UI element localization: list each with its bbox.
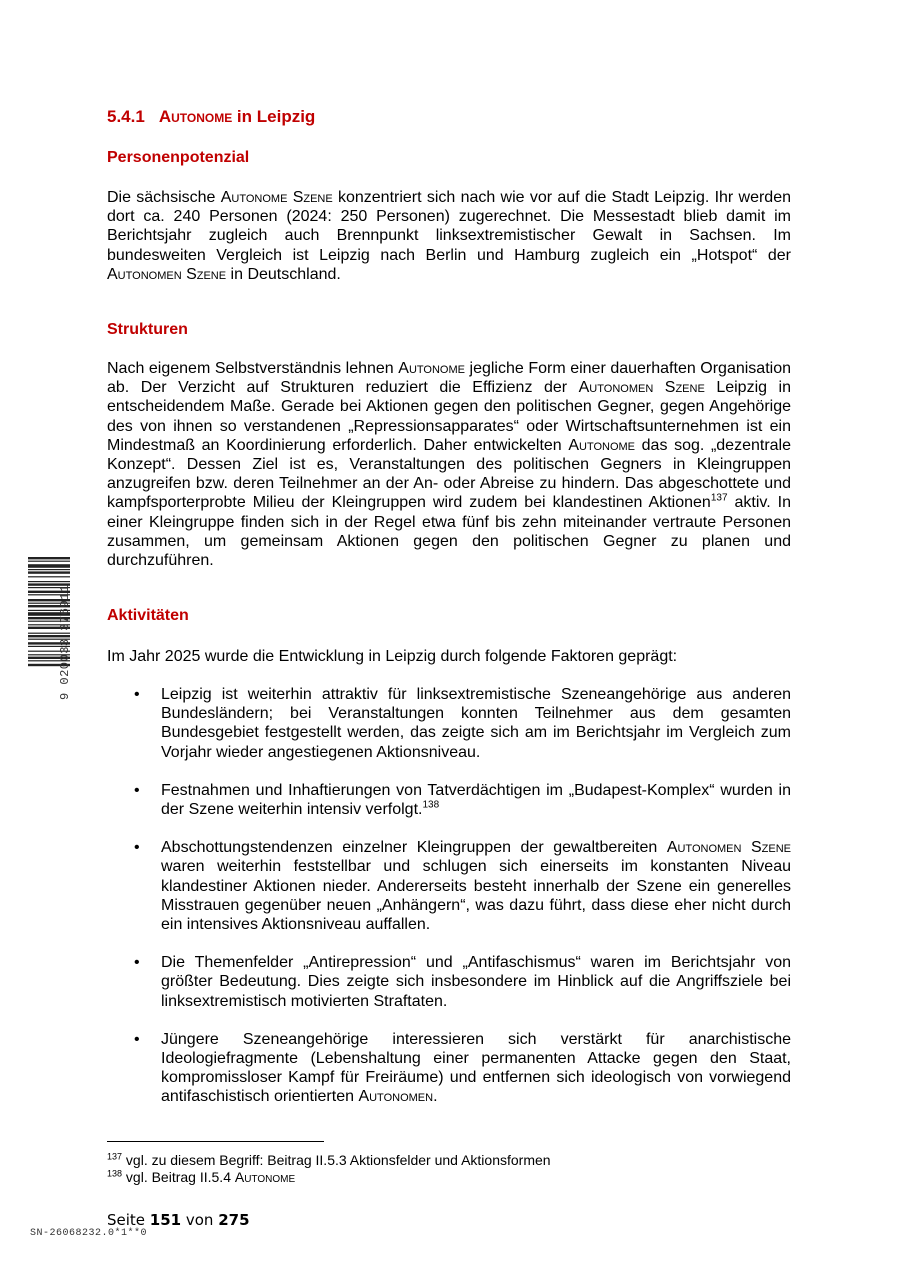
section-heading xyxy=(107,107,315,127)
footnote-137: $^{137}$ vgl. zu diesem Begriff: Beitrag II.5.3 Aktionsfelder und Aktionsformen xyxy=(107,1151,551,1168)
bullet: • xyxy=(134,781,140,799)
list-item: • Die Themenfelder „Antirepression“ und „Antifaschismus“ waren im Berichtsjahr von größter Bedeutung. Dies zeigte sich insbesondere im Hinblick auf die Angriffsziele bei linksextremistisch motivierten Straftaten. xyxy=(134,954,791,1010)
barcode-bar xyxy=(28,561,70,562)
list-item: • Jüngere Szeneangehörige interessieren sich verstärkt für anarchistische Ideologiefragmente (Lebenshaltung einer permanenten Attacke gegen den Staat, kompromissloser Kampf für Freiräume) und entfernen sich ideologisch von vorwiegend antifaschistisch orientierten Autonomen. xyxy=(134,1030,791,1106)
barcode-bar xyxy=(28,557,70,559)
section-number: 5.4.1 xyxy=(107,107,145,126)
list-item: • Festnahmen und Inhaftierungen von Tatverdächtigen im „Budapest-Komplex“ wurden in der Szene weiterhin intensiv verfolgt.$^{138}$ xyxy=(134,781,791,819)
bullet: • xyxy=(134,686,140,703)
section-title-smallcaps: Autonome xyxy=(158,107,233,126)
barcode-bar xyxy=(28,564,70,568)
bullet: • xyxy=(134,839,140,857)
barcode-number: 9 020033 376911 xyxy=(58,584,72,700)
barcode-bar xyxy=(28,571,70,573)
list-item: • Leipzig ist weiterhin attraktiv für linksextremistische Szeneangehörige aus anderen Bundesländern; bei Veranstaltungen konnten Teilnehmer aus dem gesamten Bundesgebiet festgestellt werden, das zeigte sich am im Berichtsjahr im Vergleich zum Vorjahr wieder angestiegenen Aktionsniveau. xyxy=(134,686,791,761)
document-id: SN-26068232.0*1**0 xyxy=(30,1228,148,1239)
footnote-ref-138: 138 xyxy=(422,799,440,811)
heading-personenpotenzial: Personenpotenzial xyxy=(107,149,250,166)
bullet: • xyxy=(134,954,140,972)
barcode-bar xyxy=(28,576,70,577)
factor-list xyxy=(107,685,791,1126)
heading-strukturen: Strukturen xyxy=(107,321,188,338)
section-title-rest: in Leipzig xyxy=(232,107,316,126)
paragraph-aktivitaeten-intro: Im Jahr 2025 wurde die Entwicklung in Leipzig durch folgende Faktoren geprägt: xyxy=(107,648,678,665)
barcode-bar xyxy=(28,569,70,570)
footnote-ref-137: 137 xyxy=(710,493,728,505)
paragraph-personenpotenzial: Die sächsische Autonome Szene konzentriert sich nach wie vor auf die Stadt Leipzig. Ihr werden dort ca. 240 Personen (2024: 250 Personen) zugerechnet. Die Messestadt blieb damit im Berichtsjahr zugleich auch Brennpunkt linksextremistischer Gewalt in Sachsen. Im bundesweiten Vergleich ist Leipzig nach Berlin und Hamburg zugleich ein „Hotspot“ der Autonomen Szene in Deutschland. xyxy=(107,189,791,283)
paragraph-strukturen: Nach eigenem Selbstverständnis lehnen Autonome jegliche Form einer dauerhaften Organisation ab. Der Verzicht auf Strukturen reduziert die Effizienz der Autonomen Szene Leipzig in entscheidendem Maße. Gerade bei Aktionen gegen den politischen Gegner, gegen Angehörige des von ihnen so verstandenen „Repressionsapparates“ oder Wirtschaftsunternehmen ist ein Mindestmaß an Koordinierung erforderlich. Daher entwickelten Autonome das sog. „dezentrale Konzept“. Dessen Ziel ist es, Veranstaltungen des politischen Gegners in Kleingruppen anzugreifen bzw. deren Teilnehmer an der An- oder Abreise zu hindern. Das abgeschottete und kampfsporterprobte Milieu der Kleingruppen wird zudem bei klandestinen Aktionen$^{137}$ aktiv. In einer Kleingruppe finden sich in der Regel etwa fünf bis zehn miteinander vertraute Personen zusammen, um gemeinsam Aktionen gegen den politischen Gegner zu planen und durchzuführen. xyxy=(107,360,792,570)
page-number: Seite 151 von 275 xyxy=(107,1211,250,1229)
footnote-divider xyxy=(107,1141,324,1142)
heading-aktivitaeten: Aktivitäten xyxy=(107,607,189,624)
barcode-bar xyxy=(28,581,70,582)
bullet: • xyxy=(134,1030,140,1048)
list-item: • Abschottungstendenzen einzelner Kleingruppen der gewaltbereiten Autonomen Szene waren weiterhin feststellbar und schlugen sich einerseits im konstanten Niveau klandestiner Aktionen nieder. Andererseits besteht innerhalb der Szene ein generelles Misstrauen gegenüber neuen „Anhängern“, was dazu führt, dass diese eher nicht durch ein intensives Aktionsniveau auffallen. xyxy=(134,839,791,934)
footnote-138: $^{138}$ vgl. Beitrag II.5.4 Autonome xyxy=(107,1168,296,1185)
